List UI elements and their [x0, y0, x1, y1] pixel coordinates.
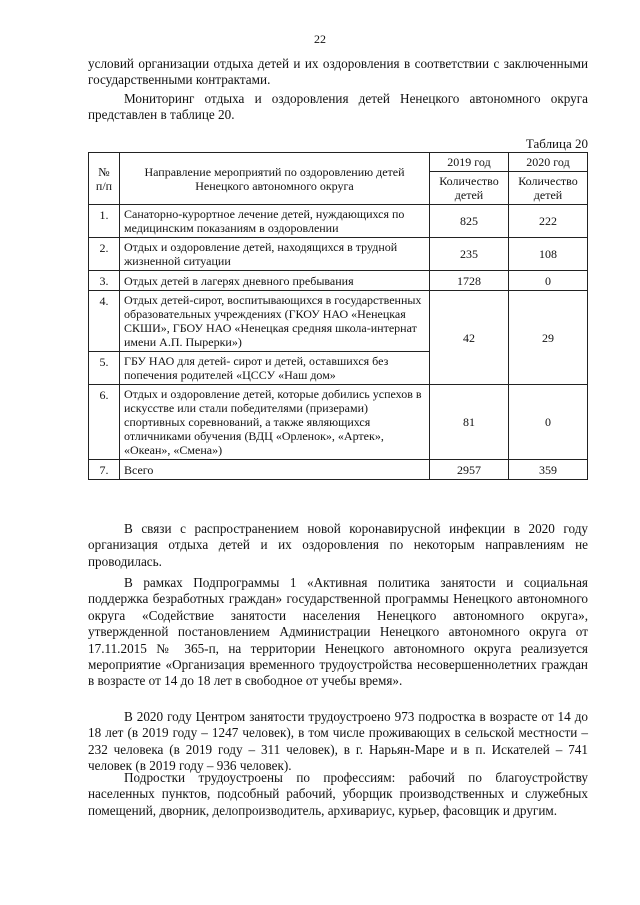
body-paragraph-subprogram: В рамках Подпрограммы 1 «Активная политика занятости и социальная поддержка безработных граждан» государственной программы Ненецкого автономного округа «Содействие занятости населения Ненецкого автономного округа», утвержденной постановлением Администрации Ненецкого автономного округа от 17.11.2015 № 365-п, на территории Ненецкого автономного округа реализуется мероприятие «Организация временного трудоустройства несовершеннолетних граждан в возрасте от 14 до 18 лет в свободное от учебы время». [88, 575, 588, 689]
table-row [89, 205, 588, 238]
row-number: 5. [89, 352, 120, 385]
row-number: 7. [89, 460, 120, 480]
table-row [89, 385, 588, 460]
table-row-total [89, 460, 588, 480]
row-direction: Отдых детей в лагерях дневного пребывания [120, 271, 430, 291]
row-number: 6. [89, 385, 120, 460]
row-direction: Санаторно-курортное лечение детей, нуждающихся по медицинским показаниям в оздоровлении [120, 205, 430, 238]
table-row [89, 271, 588, 291]
row-value-2020: 222 [509, 205, 588, 238]
row-value-2019: 81 [430, 385, 509, 460]
row-value-2020: 0 [509, 271, 588, 291]
row-value-2019: 1728 [430, 271, 509, 291]
header-year-2019: 2019 год [430, 153, 509, 172]
row-direction: Отдых детей-сирот, воспитывающихся в государственных образовательных учреждениях (ГКОУ НАО «Ненецкая СКШИ», ГБОУ НАО «Ненецкая средняя школа-интернат имени А.П. Пырерки») [120, 291, 430, 352]
header-num: № п/п [89, 153, 120, 205]
row-value-2019: 825 [430, 205, 509, 238]
table-row [89, 238, 588, 271]
row-number: 4. [89, 291, 120, 352]
table-header-row [89, 153, 588, 172]
monitoring-table [88, 152, 588, 480]
table-row [89, 291, 588, 352]
row-direction: Отдых и оздоровление детей, которые добились успехов в искусстве или стали победителями (призерами) спортивных соревнований, а также являющихся отличниками обучения (ВДЦ «Орленок», «Артек», «Океан», «Смена») [120, 385, 430, 460]
intro-paragraph-1: условий организации отдыха детей и их оздоровления в соответствии с заключенными государственными контрактами. [88, 56, 588, 88]
table-caption: Таблица 20 [525, 136, 588, 151]
body-paragraph-professions: Подростки трудоустроены по профессиям: рабочий по благоустройству населенных пунктов, подсобный рабочий, уборщик производственных и служебных помещений, дворник, делопроизводитель, архивариус, курьер, фасовщик и другим. [88, 770, 588, 818]
row-value-2020: 0 [509, 385, 588, 460]
row-number: 2. [89, 238, 120, 271]
header-year-2020: 2020 год [509, 153, 588, 172]
row-direction: ГБУ НАО для детей- сирот и детей, оставшихся без попечения родителей «ЦССУ «Наш дом» [120, 352, 430, 385]
row-value-2019: 42 [430, 291, 509, 385]
row-value-2020: 29 [509, 291, 588, 385]
header-count-2019: Количество детей [430, 172, 509, 205]
row-number: 1. [89, 205, 120, 238]
intro-paragraph-2: Мониторинг отдыха и оздоровления детей Ненецкого автономного округа представлен в таблице 20. [88, 91, 588, 123]
row-value-2020: 359 [509, 460, 588, 480]
row-value-2019: 2957 [430, 460, 509, 480]
row-number: 3. [89, 271, 120, 291]
row-value-2019: 235 [430, 238, 509, 271]
body-paragraph-employment: В 2020 году Центром занятости трудоустроено 973 подростка в возрасте от 14 до 18 лет (в 2019 году – 1247 человек), в том числе проживающих в сельской местности – 232 человека (в 2019 году – 311 человек), в г. Нарьян-Маре и в п. Искателей – 741 человек (в 2019 году – 936 человек). [88, 709, 588, 774]
row-value-2020: 108 [509, 238, 588, 271]
header-direction: Направление мероприятий по оздоровлению детей Ненецкого автономного округа [120, 153, 430, 205]
body-paragraph-covid: В связи с распространением новой коронавирусной инфекции в 2020 году организация отдыха детей и их оздоровления по некоторым направлениям не проводилась. [88, 521, 588, 569]
row-direction: Отдых и оздоровление детей, находящихся в трудной жизненной ситуации [120, 238, 430, 271]
page-number: 22 [314, 32, 326, 46]
header-count-2020: Количество детей [509, 172, 588, 205]
row-direction: Всего [120, 460, 430, 480]
